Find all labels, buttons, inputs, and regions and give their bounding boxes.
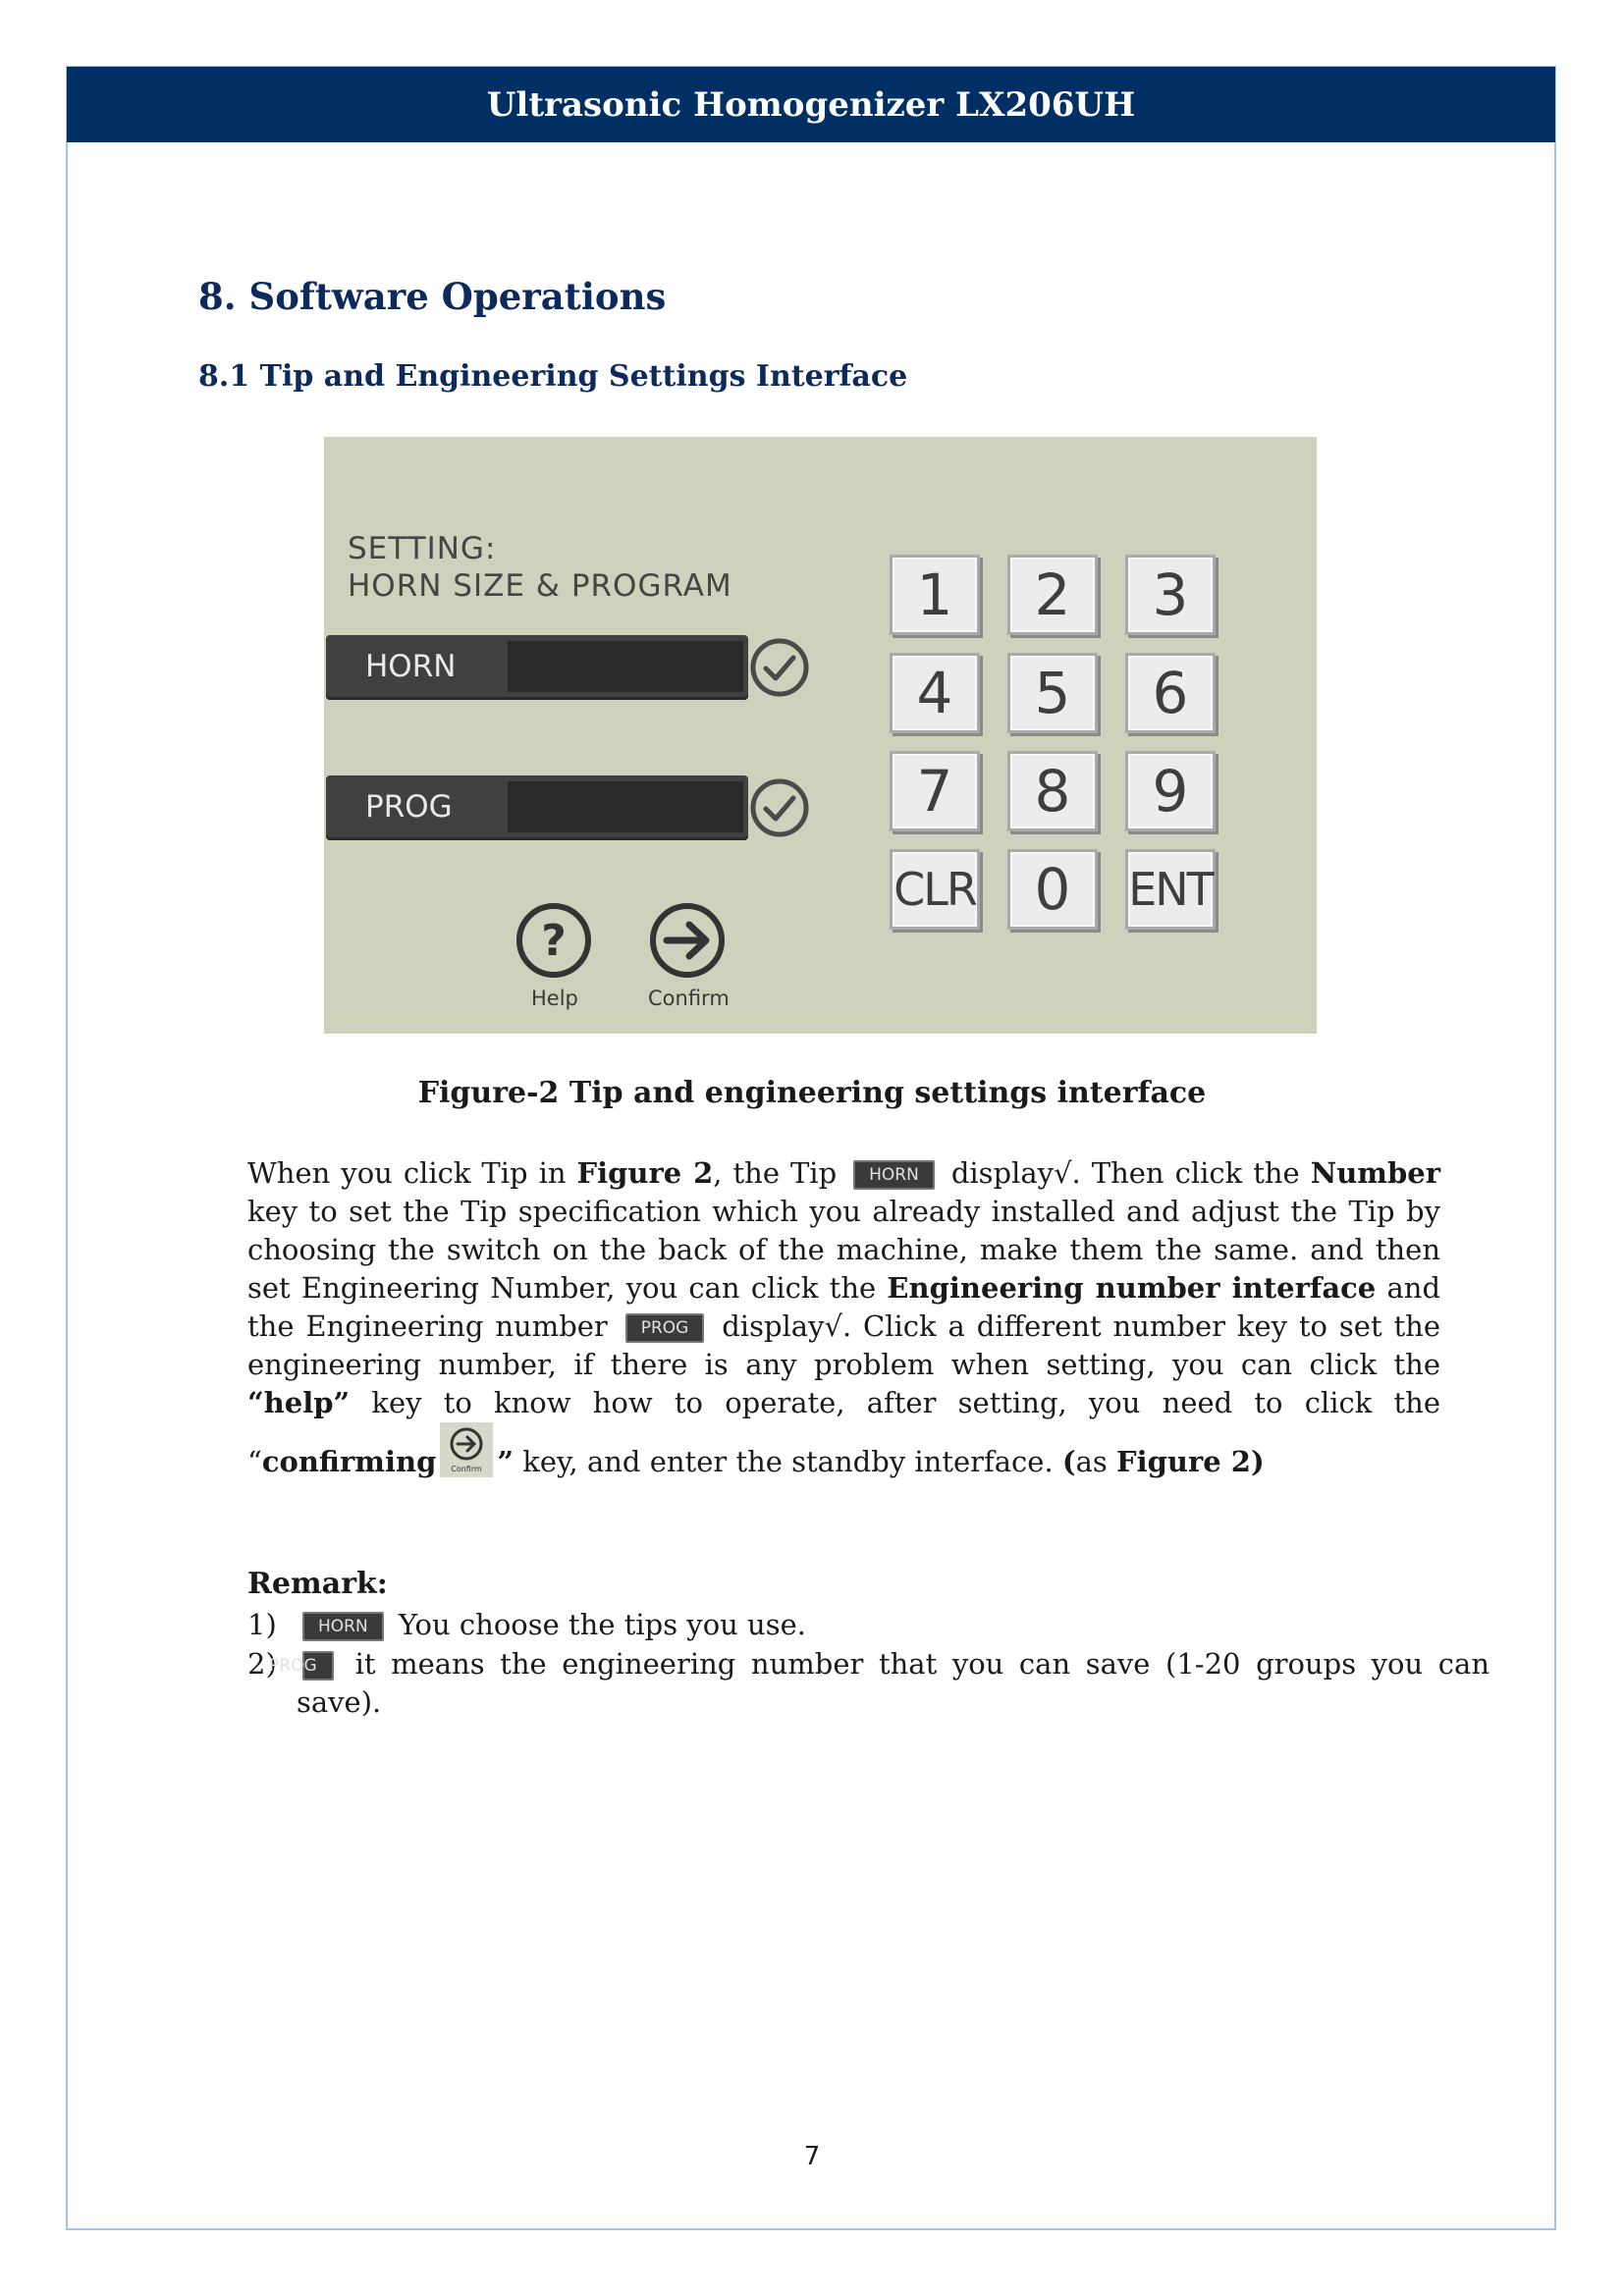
horn-label: HORN — [365, 649, 457, 684]
prog-bar[interactable] — [326, 775, 748, 840]
remark-number: 1) — [247, 1608, 277, 1641]
help-glyph: ? — [541, 916, 567, 966]
key-0[interactable]: 0 — [1007, 849, 1098, 930]
remark-text: it means the engineering number that you can save (1-20 groups you can save). — [297, 1647, 1489, 1719]
body-text: and the Engineering number — [247, 1271, 1441, 1343]
body-bold: Number — [1310, 1156, 1440, 1190]
horn-check-icon — [748, 636, 811, 699]
key-clr[interactable]: CLR — [890, 849, 980, 930]
page-number: 7 — [803, 2142, 821, 2171]
horn-chip: HORN — [853, 1160, 935, 1190]
help-button[interactable] — [514, 900, 594, 981]
body-bold: confirming — [261, 1445, 437, 1478]
prog-label: PROG — [365, 789, 453, 825]
body-text: key to know how to operate, after setting, you need to click the “ — [247, 1386, 1440, 1478]
section-heading: 8. Software Operations — [198, 275, 667, 318]
setting-subtitle: HORN SIZE & PROGRAM — [348, 568, 732, 604]
body-bold: ” — [497, 1445, 514, 1478]
horn-display — [508, 641, 743, 692]
key-ent[interactable]: ENT — [1125, 849, 1216, 930]
horn-bar[interactable] — [326, 635, 748, 700]
remark-title: Remark: — [247, 1567, 388, 1601]
prog-check-icon — [748, 776, 811, 839]
body-paragraph — [247, 1154, 1440, 1481]
key-9[interactable]: 9 — [1125, 751, 1216, 831]
body-text: When you click Tip in — [247, 1156, 577, 1190]
remark-item-2 — [247, 1645, 1489, 1722]
body-bold: Figure 2) — [1116, 1445, 1265, 1478]
prog-chip: PROG — [302, 1651, 334, 1681]
key-1[interactable]: 1 — [890, 555, 980, 635]
body-bold: Engineering number interface — [887, 1271, 1377, 1305]
confirm-caption: Confirm — [648, 987, 730, 1010]
key-5[interactable]: 5 — [1007, 653, 1098, 733]
remark-item-1 — [247, 1606, 1440, 1644]
confirm-arrow-icon — [647, 900, 728, 981]
horn-chip: HORN — [302, 1612, 384, 1641]
confirm-mini-label: Confirm — [451, 1465, 483, 1473]
key-4[interactable]: 4 — [890, 653, 980, 733]
body-text: display√. Click a different number key to set the engineering number, if there is any problem when setting, you can click the — [247, 1309, 1441, 1381]
figure-caption: Figure-2 Tip and engineering settings interface — [417, 1076, 1207, 1110]
body-text: as — [1075, 1445, 1117, 1478]
remark-text: You choose the tips you use. — [389, 1608, 806, 1641]
subsection-heading: 8.1 Tip and Engineering Settings Interface — [198, 359, 908, 394]
body-bold: Figure 2 — [576, 1156, 714, 1190]
help-caption: Help — [531, 987, 578, 1010]
key-7[interactable]: 7 — [890, 751, 980, 831]
setting-title: SETTING: — [348, 531, 497, 566]
document-header — [67, 67, 1555, 142]
prog-chip: PROG — [625, 1313, 705, 1343]
body-text: key, and enter the standby interface. — [514, 1445, 1062, 1478]
key-2[interactable]: 2 — [1007, 555, 1098, 635]
header-title: Ultrasonic Homogenizer LX206UH — [486, 84, 1136, 125]
body-text: display√. Then click the — [940, 1156, 1311, 1190]
key-6[interactable]: 6 — [1125, 653, 1216, 733]
body-text: , the Tip — [713, 1156, 848, 1190]
key-8[interactable]: 8 — [1007, 751, 1098, 831]
body-text: key to set the Tip specification which you already installed and adjust the Tip by choosing the switch on the back of the machine, make them the same. and then set Engineering Number, you can click the — [247, 1195, 1440, 1305]
body-bold: ( — [1061, 1445, 1076, 1478]
settings-interface-figure — [324, 437, 1317, 1034]
key-3[interactable]: 3 — [1125, 555, 1216, 635]
remark-number: 2) — [247, 1647, 277, 1681]
confirm-button[interactable] — [647, 900, 728, 981]
help-icon — [514, 900, 594, 981]
prog-display — [508, 781, 743, 832]
confirm-mini-icon — [440, 1422, 493, 1477]
body-bold: “help” — [247, 1386, 351, 1419]
